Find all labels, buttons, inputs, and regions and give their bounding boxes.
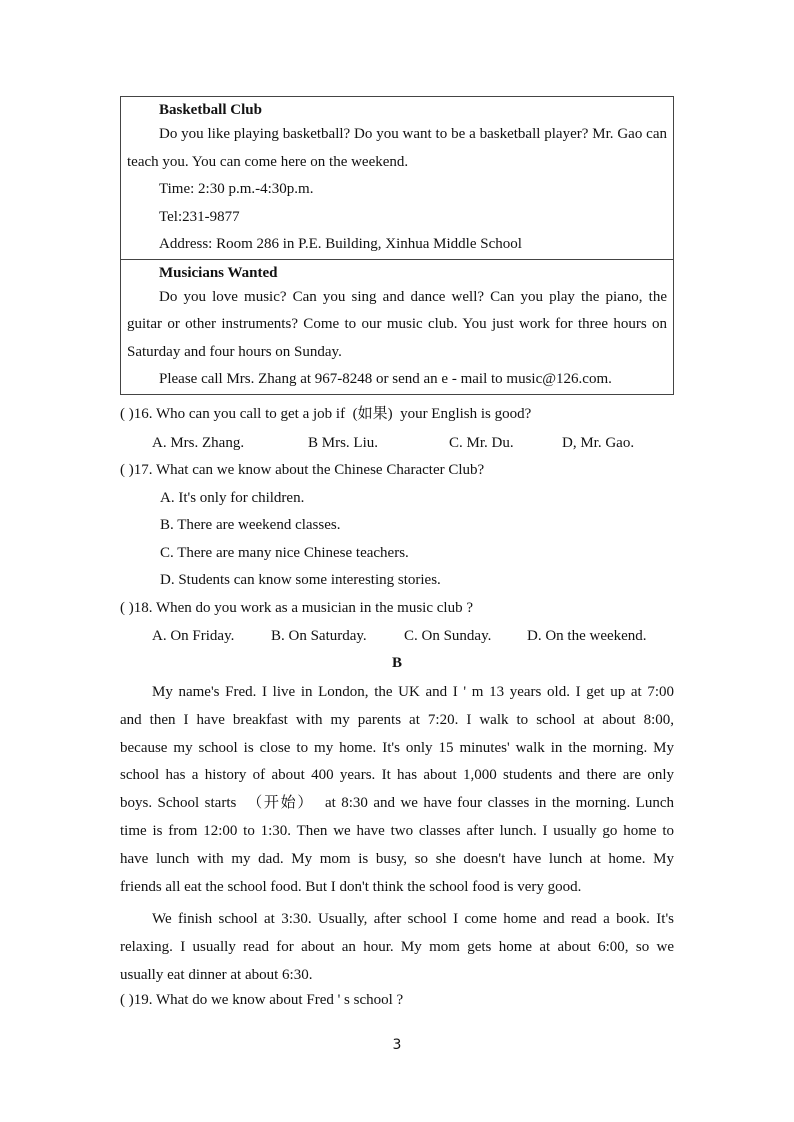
q18-option-c: C. On Sunday. <box>404 628 492 644</box>
passage-line: relaxing. I usually read for about an hour. My mom gets home at about 6:00, so we <box>120 938 674 955</box>
basketball-club-time: Time: 2:30 p.m.-4:30p.m. <box>159 181 314 197</box>
question-17: ( )17. What can we know about the Chinese Character Club? <box>120 462 485 478</box>
passage-line: We finish school at 3:30. Usually, after school I come home and read a book. It's <box>152 911 674 927</box>
basketball-club-cell <box>121 97 673 259</box>
passage-line: My name's Fred. I live in London, the UK and I ' m 13 years old. I get up at 7:00 <box>152 684 674 700</box>
passage-line: because my school is close to my home. It's only 15 minutes' walk in the morning. My <box>120 739 674 756</box>
musicians-wanted-cell <box>121 259 673 394</box>
passage-line: and then I have breakfast with my parents at 7:20. I walk to school at about 8:00, <box>120 711 674 728</box>
passage-b-paragraph-2 <box>120 906 674 989</box>
passage-line: time is from 12:00 to 1:30. Then we have two classes after lunch. I usually go home to <box>120 822 674 839</box>
passage-line: have lunch with my dad. My mom is busy, so she doesn't have lunch at home. My <box>120 850 674 867</box>
q17-option-b: B. There are weekend classes. <box>160 517 341 533</box>
musicians-wanted-contact: Please call Mrs. Zhang at 967-8248 or send an e - mail to music@126.com. <box>159 371 612 387</box>
passage-line: boys. School starts （开始） at 8:30 and we have four classes in the morning. Lunch <box>120 795 674 812</box>
basketball-club-body: Do you like playing basketball? Do you want to be a basketball player? Mr. Gao can teach you. You can come here on the weekend. <box>127 126 667 170</box>
q16-option-d: D, Mr. Gao. <box>562 435 635 451</box>
question-16: ( )16. Who can you call to get a job if (如果) your English is good? <box>120 406 532 422</box>
q16-option-a: A. Mrs. Zhang. <box>152 435 245 451</box>
page-number: 3 <box>392 1037 402 1053</box>
q17-option-a: A. It's only for children. <box>160 490 305 506</box>
q17-option-d: D. Students can know some interesting stories. <box>160 572 441 588</box>
passage-line: usually eat dinner at about 6:30. <box>120 966 313 983</box>
passage-line: friends all eat the school food. But I don't think the school food is very good. <box>120 878 582 895</box>
q18-option-b: B. On Saturday. <box>271 628 367 644</box>
basketball-club-address: Address: Room 286 in P.E. Building, Xinhua Middle School <box>159 236 522 252</box>
musicians-wanted-title: Musicians Wanted <box>159 264 278 281</box>
question-19: ( )19. What do we know about Fred ' s school ? <box>120 992 404 1008</box>
basketball-club-tel: Tel:231-9877 <box>159 208 240 225</box>
passage-b-paragraph-1 <box>120 679 674 901</box>
section-b-heading: B <box>391 655 402 671</box>
basketball-club-title: Basketball Club <box>159 102 262 118</box>
q18-option-d: D. On the weekend. <box>527 628 647 644</box>
question-18: ( )18. When do you work as a musician in the music club ? <box>120 600 473 616</box>
q16-option-b: B Mrs. Liu. <box>308 435 379 451</box>
clubs-ad-table <box>120 96 674 395</box>
musicians-wanted-body: Do you love music? Can you sing and dance well? Can you play the piano, the guitar or other instruments? Come to our music club. You just work for three hours on Saturday and four hours on Sunday. <box>127 288 667 360</box>
q16-option-c: C. Mr. Du. <box>449 435 514 451</box>
q18-option-a: A. On Friday. <box>152 628 235 644</box>
q17-option-c: C. There are many nice Chinese teachers. <box>160 545 409 561</box>
passage-line: school has a history of about 400 years. It has about 1,000 students and there are only <box>120 767 674 784</box>
